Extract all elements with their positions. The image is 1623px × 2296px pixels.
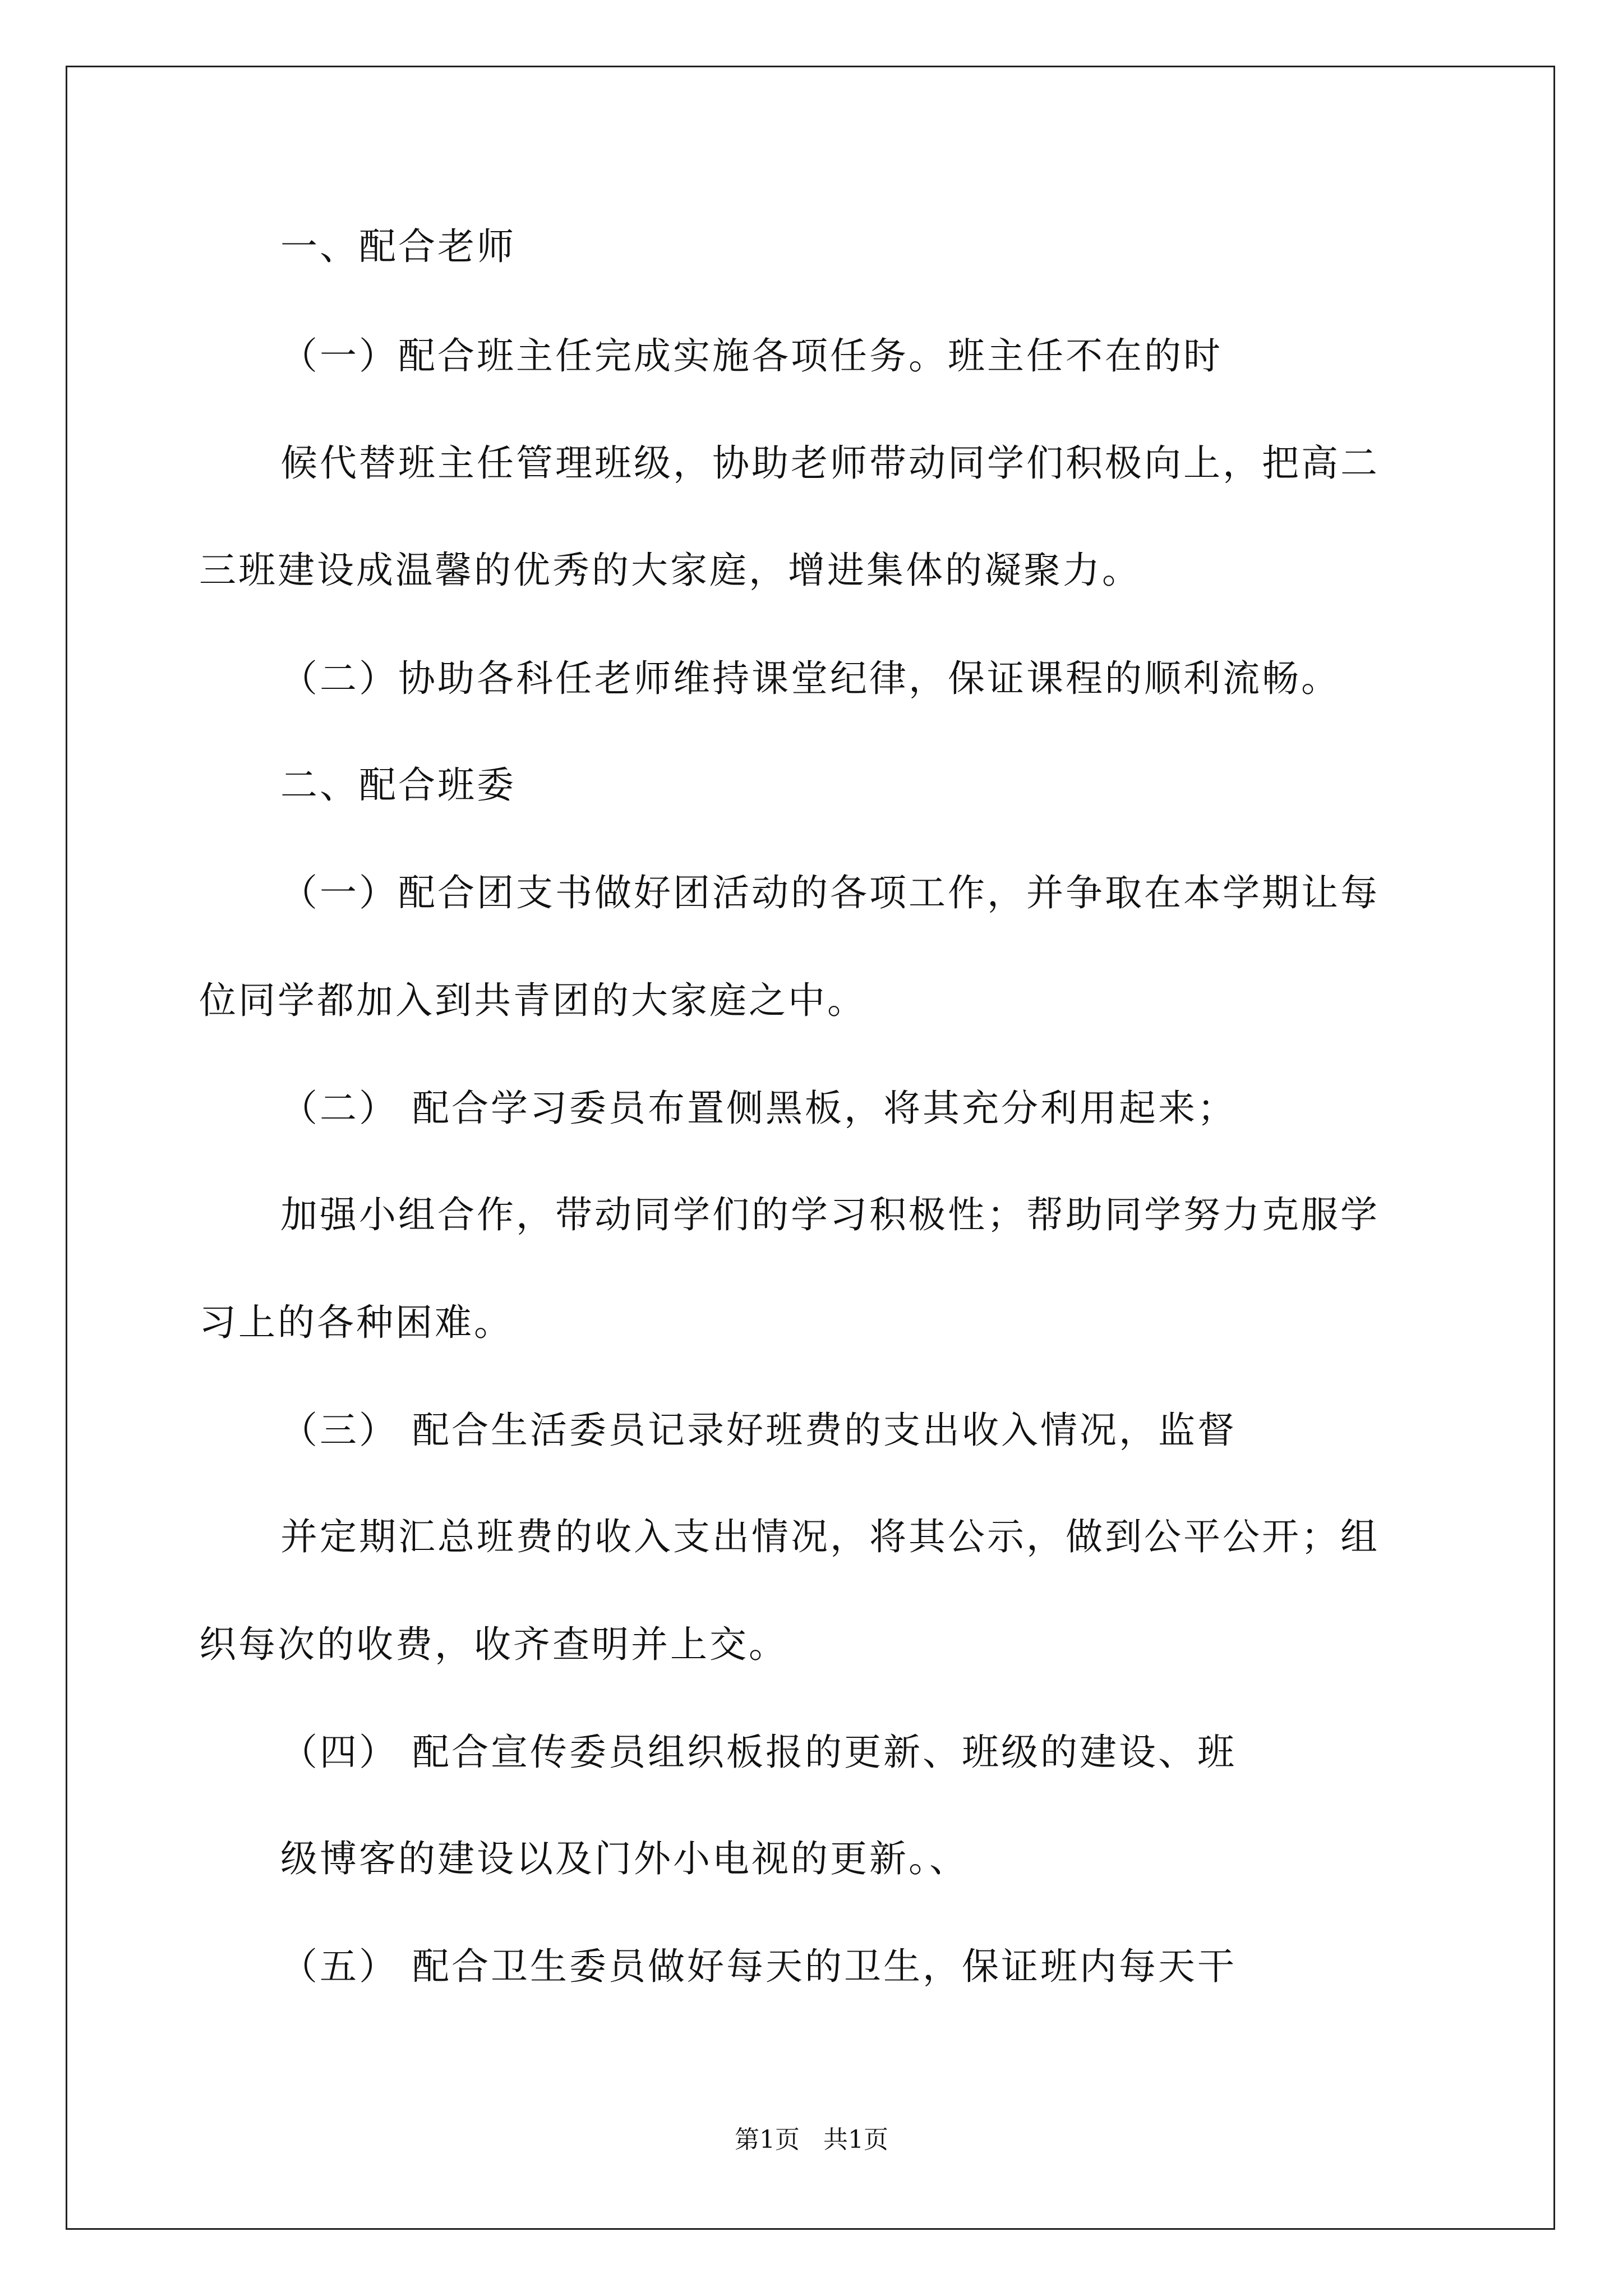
section-heading: 一、配合老师 bbox=[280, 225, 516, 268]
page-border bbox=[66, 66, 1555, 2230]
paragraph-line: 并定期汇总班费的收入支出情况，将其公示，做到公平公开；组 bbox=[280, 1515, 1380, 1558]
paragraph-line: （四） 配合宣传委员组织板报的更新、班级的建设、班 bbox=[280, 1731, 1237, 1774]
paragraph-line: 位同学都加入到共青团的大家庭之中。 bbox=[199, 979, 866, 1022]
section-heading: 二、配合班委 bbox=[280, 763, 516, 807]
paragraph-line: （二） 配合学习委员布置侧黑板，将其充分利用起来； bbox=[280, 1087, 1237, 1130]
paragraph-line: （三） 配合生活委员记录好班费的支出收入情况，监督 bbox=[280, 1409, 1237, 1452]
paragraph-line: （一）配合团支书做好团活动的各项工作，并争取在本学期让每 bbox=[280, 871, 1380, 914]
paragraph-line: （五） 配合卫生委员做好每天的卫生，保证班内每天干 bbox=[280, 1945, 1237, 1988]
paragraph-line: （二）协助各科任老师维持课堂纪律，保证课程的顺利流畅。 bbox=[280, 657, 1340, 700]
paragraph-line: 三班建设成温馨的优秀的大家庭，增进集体的凝聚力。 bbox=[199, 549, 1141, 592]
paragraph-line: 织每次的收费，收齐查明并上交。 bbox=[199, 1623, 788, 1666]
paragraph-line: 加强小组合作，带动同学们的学习积极性；帮助同学努力克服学 bbox=[280, 1193, 1380, 1236]
paragraph-line: 习上的各种困难。 bbox=[199, 1301, 513, 1344]
paragraph-line: 级博客的建设以及门外小电视的更新。、 bbox=[280, 1837, 969, 1880]
page-number-footer: 第1页 共1页 bbox=[735, 2125, 888, 2154]
paragraph-line: （一）配合班主任完成实施各项任务。班主任不在的时 bbox=[280, 334, 1223, 378]
paragraph-line: 候代替班主任管理班级，协助老师带动同学们积极向上，把高二 bbox=[280, 441, 1380, 485]
